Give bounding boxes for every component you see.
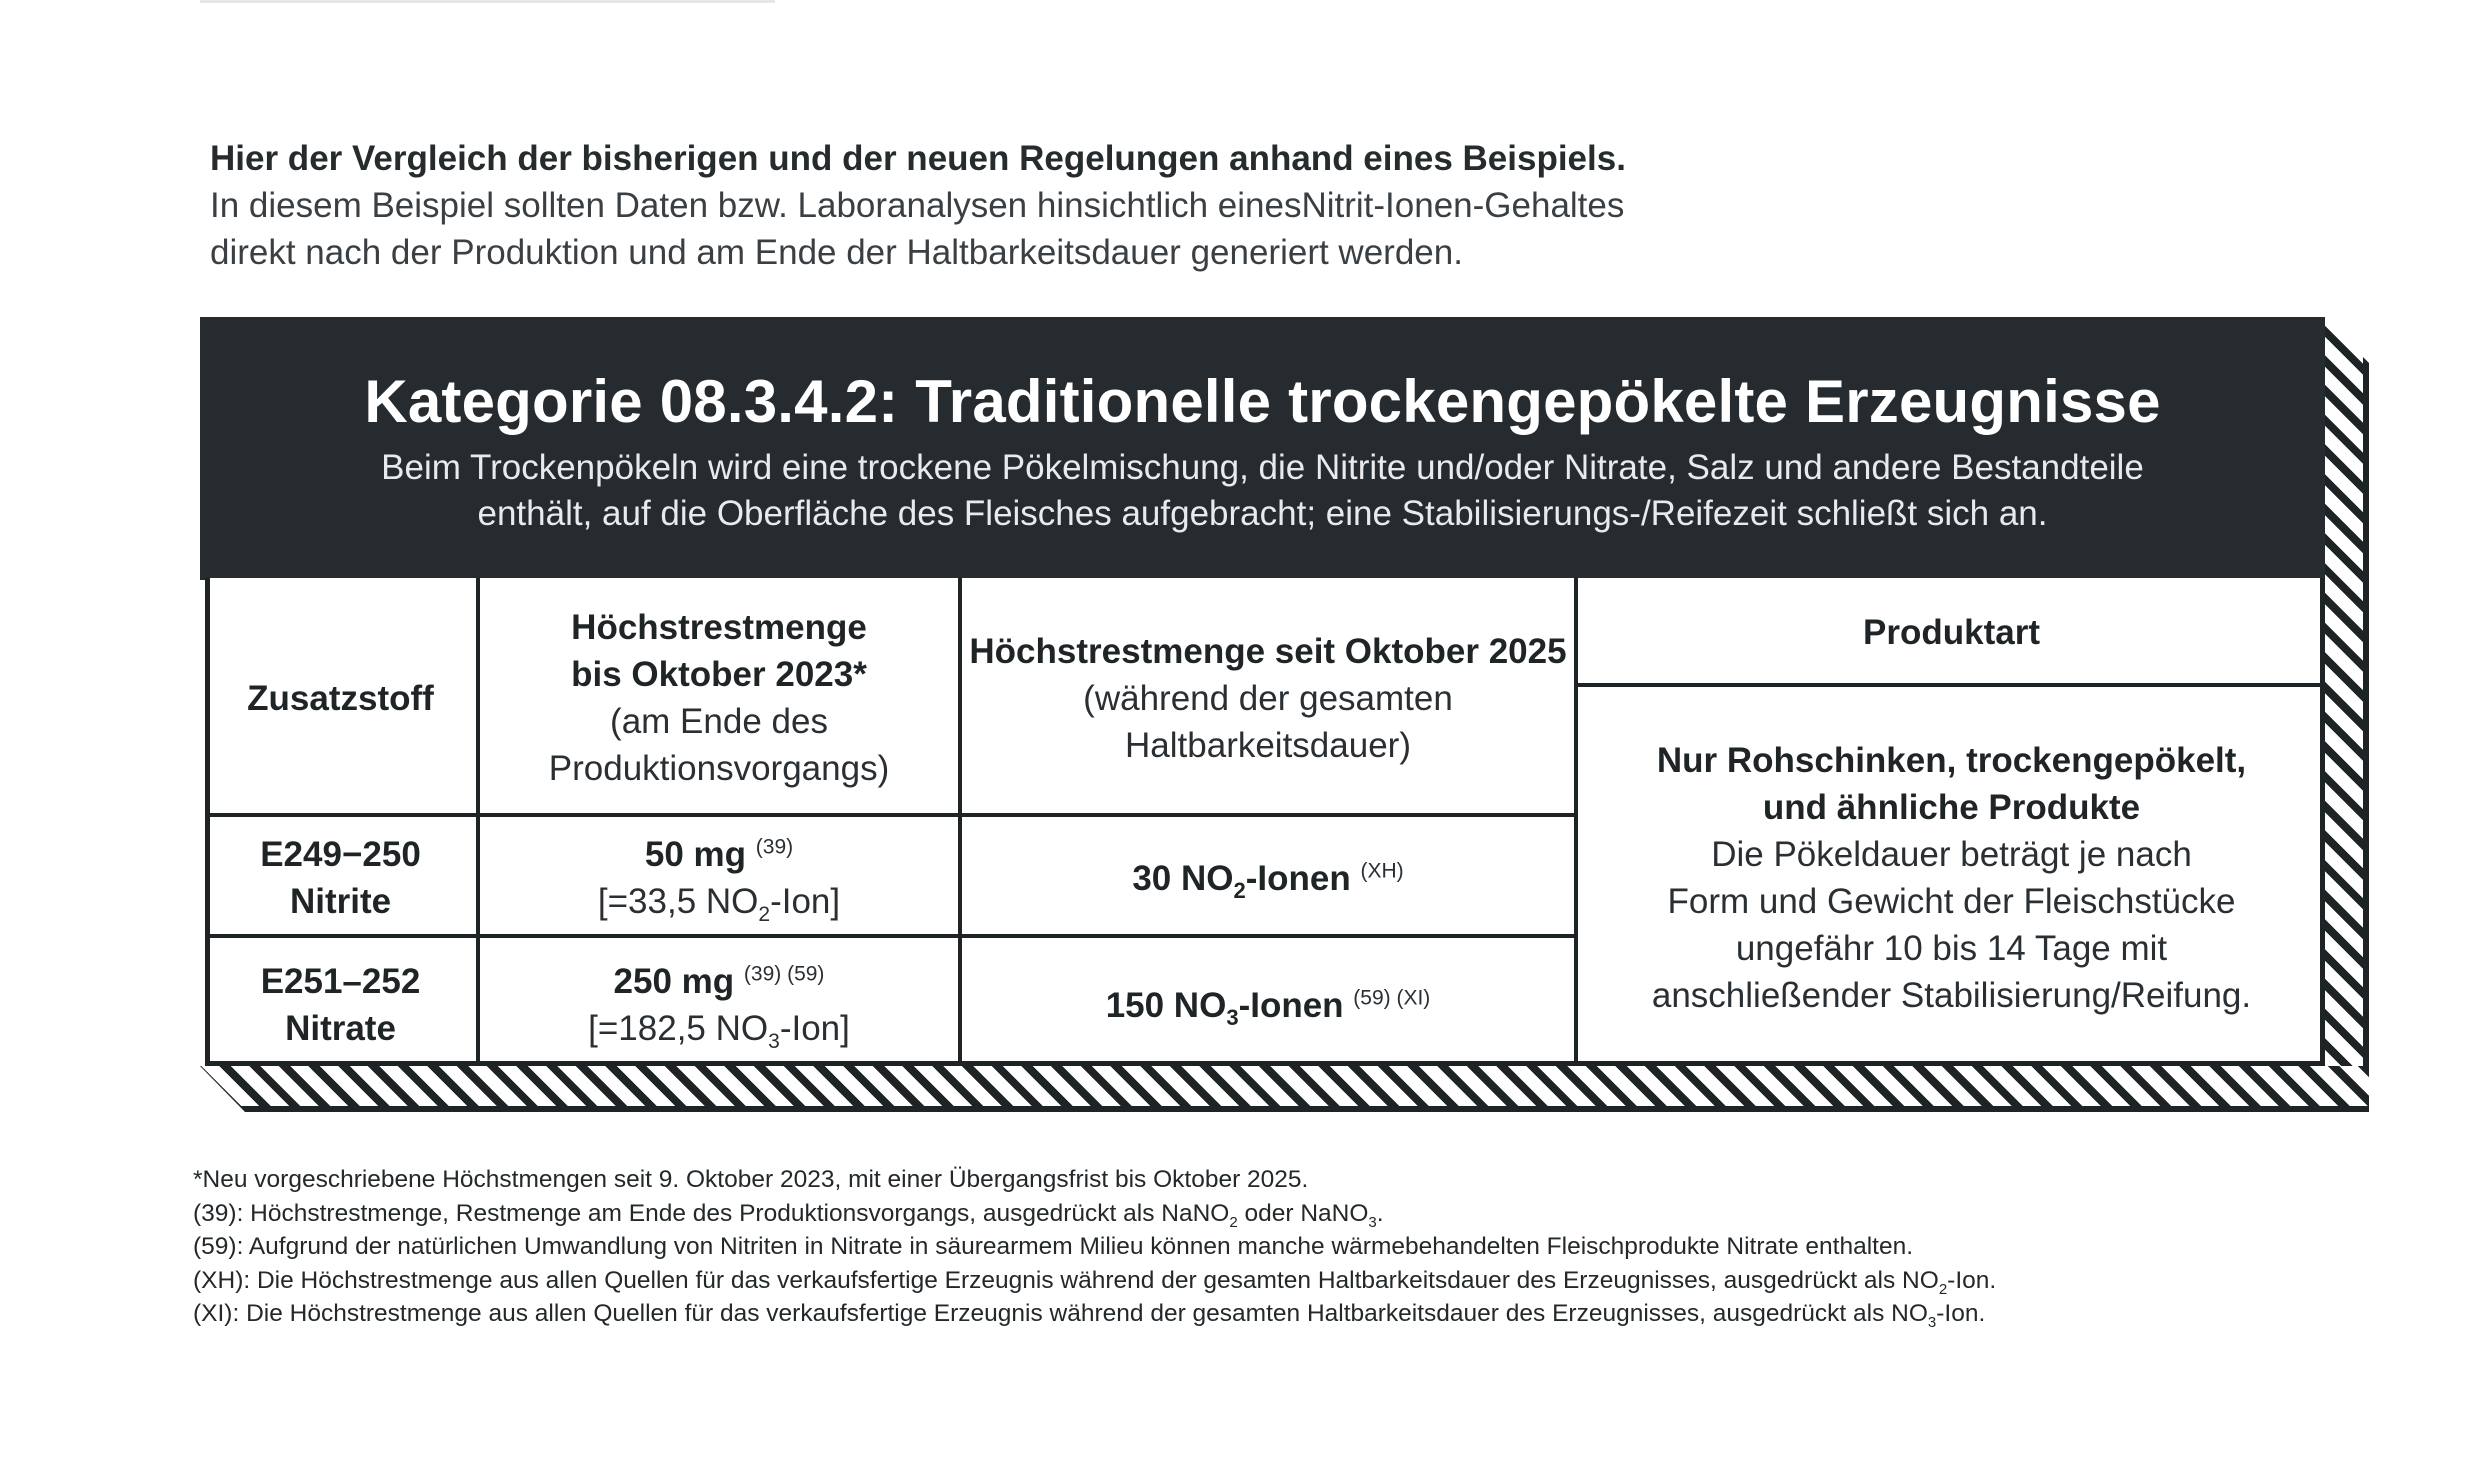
- footnotes: [193, 1163, 2393, 1331]
- footnote-59: (59): Aufgrund der natürlichen Umwandlung von Nitriten in Nitrate in säurearmem Milieu können manche wärmebehandelten Fleischprodukte Nitrate enthalten.: [193, 1233, 1914, 1260]
- row1-new-limit: 30 $NO_2$-Ionen $^{(XH)}$: [1132, 859, 1404, 903]
- product-description: Nur Rohschinken, trockengepökelt, und ähnliche Produkte Die Pökeldauer beträgt je nach Form und Gewicht der Fleischstücke ungefähr 10 bis 14 Tage mit anschließender Stabilisierung/Reifung.: [1651, 741, 2252, 1015]
- row2-old-limit: 250 mg $^{(39) (59)}$ [=182,5 $NO_3-Ion$]: [588, 962, 850, 1053]
- table-description-line-1: Beim Trockenpökeln wird eine trockene Pökelmischung, die Nitrite und/oder Nitrate, Salz und andere Bestandteile: [381, 448, 2144, 487]
- row1-old-limit: 50 mg $^{(39)}$ [=33,5 $NO_2-Ion$]: [597, 835, 841, 926]
- table-title: Kategorie 08.3.4.2: Traditionelle trockengepökelte Erzeugnisse: [364, 368, 2161, 435]
- row2-new-limit: 150 $NO_3$-Ionen $^{(59) (XI)}$: [1105, 986, 1431, 1030]
- intro-line-2: direkt nach der Produktion und am Ende der Haltbarkeitsdauer generiert werden.: [210, 233, 1463, 272]
- footnote-xi: (XI): Die Höchstrestmenge aus allen Quellen für das verkaufsfertige Erzeugnis während der gesamten Haltbarkeitsdauer des Erzeugnisses, ausgedrückt als $NO_3$-Ion.: [193, 1300, 1986, 1331]
- footnote-xh: (XH): Die Höchstrestmenge aus allen Quellen für das verkaufsfertige Erzeugnis während der gesamten Haltbarkeitsdauer des Erzeugnisses, ausgedrückt als $NO_2$-Ion.: [193, 1266, 1997, 1298]
- footnote-asterisk: *Neu vorgeschriebene Höchstmengen seit 9. Oktober 2023, mit einer Übergangsfrist bis Oktober 2025.: [193, 1166, 1309, 1193]
- intro-heading: Hier der Vergleich der bisherigen und der neuen Regelungen anhand eines Beispiels.: [210, 139, 1626, 178]
- row-divider-1: [205, 813, 1578, 817]
- header-old-limit: Höchstrestmenge bis Oktober 2023* (am Ende des Produktionsvorgangs): [548, 608, 890, 788]
- row-divider-2: [205, 934, 1578, 938]
- table-description: [200, 445, 2325, 537]
- table-shadow-bottom: [200, 1066, 2369, 1112]
- row2-additive: E251–252 Nitrate: [260, 962, 421, 1048]
- table-header: [200, 317, 2325, 580]
- top-divider: [200, 0, 775, 3]
- intro-line-1: In diesem Beispiel sollten Daten bzw. Laboranalysen hinsichtlich einesNitrit-Ionen-Gehaltes: [210, 186, 1625, 225]
- table-shadow-right: [2324, 318, 2369, 1108]
- intro-text: [210, 135, 2010, 276]
- header-new-limit: Höchstrestmenge seit Oktober 2025 (während der gesamten Haltbarkeitsdauer): [969, 632, 1567, 765]
- table-description-line-2: enthält, auf die Oberfläche des Fleisches aufgebracht; eine Stabilisierungs-/Reifezeit schließt sich an.: [477, 494, 2048, 533]
- product-header-divider: [1574, 683, 2325, 687]
- footnote-39: (39): Höchstrestmenge, Restmenge am Ende des Produktionsvorgangs, ausgedrückt als NaNO$_2$ oder NaNO$_3$.: [193, 1199, 1384, 1231]
- row1-additive: E249−250 Nitrite: [260, 835, 421, 921]
- header-zusatzstoff: Zusatzstoff: [247, 679, 434, 718]
- header-produktart: Produktart: [1863, 613, 2040, 652]
